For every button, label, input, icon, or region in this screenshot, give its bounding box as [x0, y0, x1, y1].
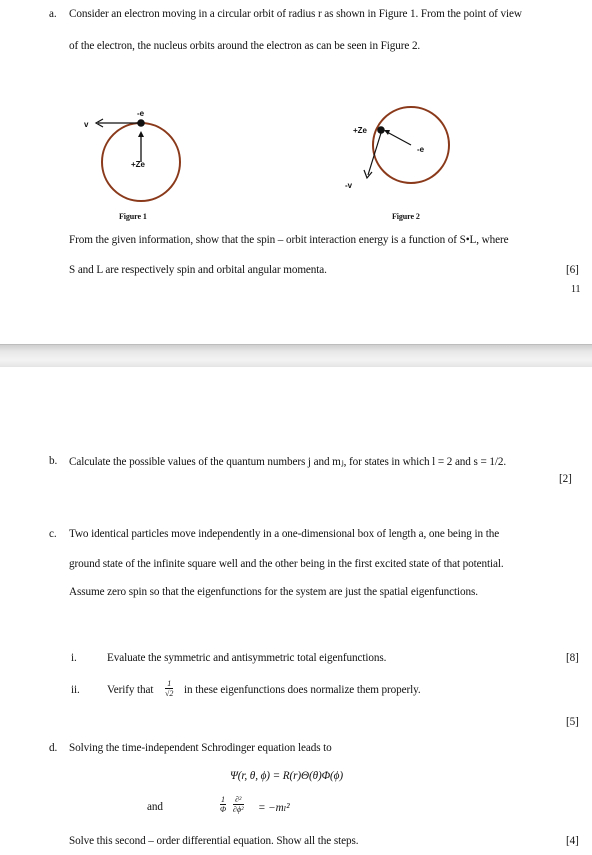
nucleus-dot-figure-2 [377, 126, 385, 134]
part-a-line2: of the electron, the nucleus orbits around the electron as can be seen in Figure 2. [69, 40, 421, 52]
radius-arrow-figure-2 [387, 132, 411, 145]
equation-fraction-2-denominator: ∂ϕ² [233, 805, 244, 814]
item-ii-text-before: Verify that [107, 684, 154, 696]
equation-fraction-1-numerator: 1 [221, 795, 226, 804]
part-b-letter: b. [49, 455, 58, 467]
part-b-marks: [2] [559, 473, 572, 485]
figure-2-nucleus-label: +Ze [353, 126, 368, 135]
item-ii-marks: [5] [566, 716, 579, 728]
part-a-line1: Consider an electron moving in a circular orbit of radius r as shown in Figure 1. From the point of view [69, 8, 522, 20]
part-d-letter: d. [49, 742, 58, 754]
figure-2-v-label: -v [345, 181, 353, 190]
figure-1-v-label: v [84, 120, 89, 129]
item-ii-number: ii. [71, 684, 80, 696]
item-ii-fraction-denominator: √2 [165, 689, 174, 698]
part-a-question-line2: S and L are respectively spin and orbital angular momenta. [69, 264, 327, 276]
equation-and: and [147, 801, 163, 813]
figure-1-nucleus-label: +Ze [131, 160, 146, 169]
figure-2 [335, 100, 475, 210]
figure-1-caption: Figure 1 [119, 212, 147, 221]
equation-wavefunction: Ψ(r, θ, ϕ) = R(r)Θ(θ)Φ(ϕ) [230, 770, 343, 782]
part-d-text: Solving the time-independent Schrodinger equation leads to [69, 742, 332, 754]
figure-2-caption: Figure 2 [392, 212, 420, 221]
page-number: 11 [571, 284, 581, 295]
item-ii-text-after: in these eigenfunctions does normalize them properly. [184, 684, 421, 696]
velocity-arrow-figure-2 [368, 133, 381, 175]
equation-fraction-2 [233, 795, 244, 814]
item-ii-fraction-numerator: 1 [165, 679, 173, 689]
part-b-text: Calculate the possible values of the quantum numbers j and mⱼ, for states in which l = 2 and s = 1/2. [69, 456, 507, 468]
radius-arrowhead-figure-1 [138, 131, 144, 137]
part-a-letter: a. [49, 8, 57, 20]
part-a-question-line1: From the given information, show that the spin – orbit interaction energy is a function of S•L, where [69, 234, 509, 246]
part-d-marks: [4] [566, 835, 579, 847]
item-i-number: i. [71, 652, 77, 664]
part-a-marks: [6] [566, 264, 579, 276]
equation-fraction-2-numerator: ∂² [233, 795, 244, 805]
electron-dot-figure-1 [137, 119, 145, 127]
figure-2-electron-label: -e [417, 145, 425, 154]
part-d-solve-text: Solve this second – order differential equation. Show all the steps. [69, 835, 359, 847]
equation-rhs: = −mₗ² [258, 802, 290, 814]
part-c-line1: Two identical particles move independently in a one-dimensional box of length a, one being in the [69, 528, 500, 540]
item-i-text: Evaluate the symmetric and antisymmetric total eigenfunctions. [107, 652, 387, 664]
item-ii-fraction [165, 679, 173, 698]
page-separator [0, 344, 592, 367]
item-i-marks: [8] [566, 652, 579, 664]
part-c-line3: Assume zero spin so that the eigenfunctions for the system are just the spatial eigenfunctions. [69, 586, 478, 598]
part-c-line2: ground state of the infinite square well and the other being in the first excited state of that potential. [69, 558, 504, 570]
part-c-letter: c. [49, 528, 57, 540]
figure-1 [80, 105, 210, 215]
equation-fraction-1 [220, 795, 226, 814]
figure-1-electron-label: -e [137, 109, 145, 118]
equation-fraction-1-denominator: Φ [220, 805, 227, 814]
